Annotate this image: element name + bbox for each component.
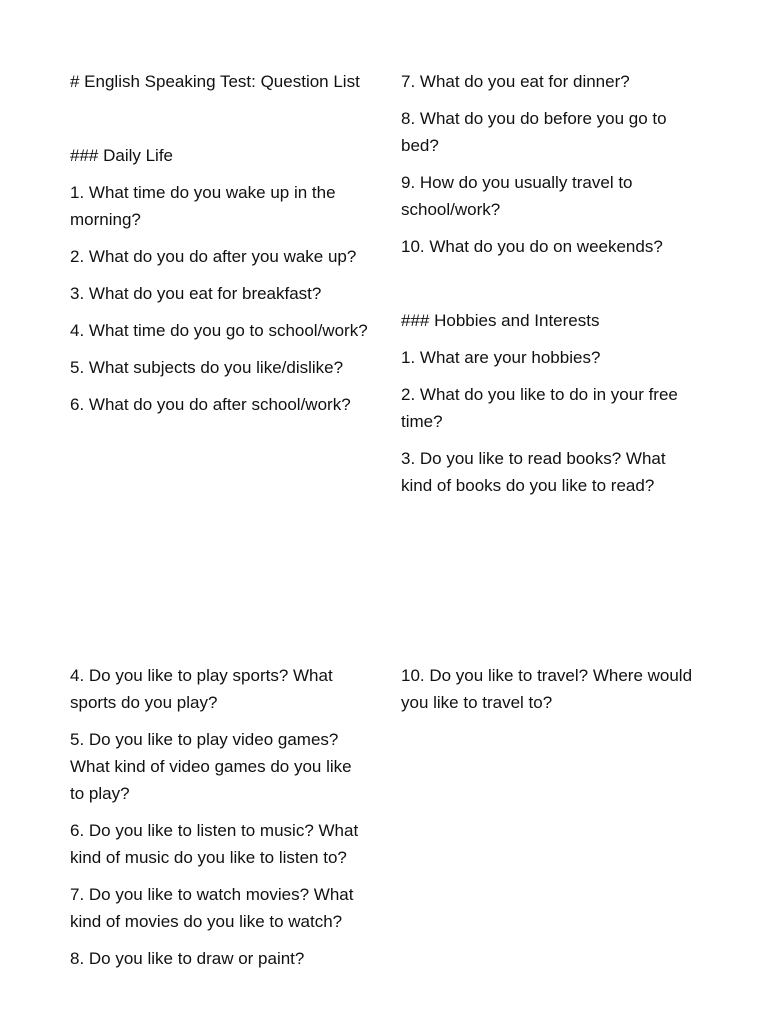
question-item: 10. Do you like to travel? Where would you like to travel to? — [401, 666, 693, 712]
question-item: 8. What do you do before you go to bed? — [401, 109, 667, 155]
question-item: 7. Do you like to watch movies? What kind of movies do you like to watch? — [70, 885, 354, 931]
question-item: 5. What subjects do you like/dislike? — [70, 358, 344, 377]
question-item: 7. What do you eat for dinner? — [401, 72, 630, 91]
question-item: 8. Do you like to draw or paint? — [70, 949, 305, 968]
question-item: 2. What do you do after you wake up? — [70, 247, 357, 266]
document-title: # English Speaking Test: Question List — [70, 72, 360, 91]
section-heading-daily-life: ### Daily Life — [70, 146, 174, 165]
question-item: 2. What do you like to do in your free time? — [401, 385, 678, 431]
question-item: 3. What do you eat for breakfast? — [70, 284, 322, 303]
column-top-right — [401, 68, 701, 509]
question-item: 6. Do you like to listen to music? What kind of music do you like to listen to? — [70, 821, 359, 867]
question-item: 1. What are your hobbies? — [401, 348, 601, 367]
question-item: 6. What do you do after school/work? — [70, 395, 351, 414]
question-item: 5. Do you like to play video games? What kind of video games do you like to play? — [70, 730, 352, 803]
question-item: 3. Do you like to read books? What kind of books do you like to read? — [401, 449, 666, 495]
section-heading-hobbies: ### Hobbies and Interests — [401, 311, 600, 330]
question-item: 4. Do you like to play sports? What sports do you play? — [70, 666, 333, 712]
question-item: 9. How do you usually travel to school/work? — [401, 173, 633, 219]
column-top-left — [70, 68, 370, 428]
column-bottom-right — [401, 662, 701, 726]
question-item: 1. What time do you wake up in the morning? — [70, 183, 336, 229]
question-item: 10. What do you do on weekends? — [401, 237, 663, 256]
question-item: 4. What time do you go to school/work? — [70, 321, 368, 340]
column-bottom-left — [70, 662, 370, 982]
